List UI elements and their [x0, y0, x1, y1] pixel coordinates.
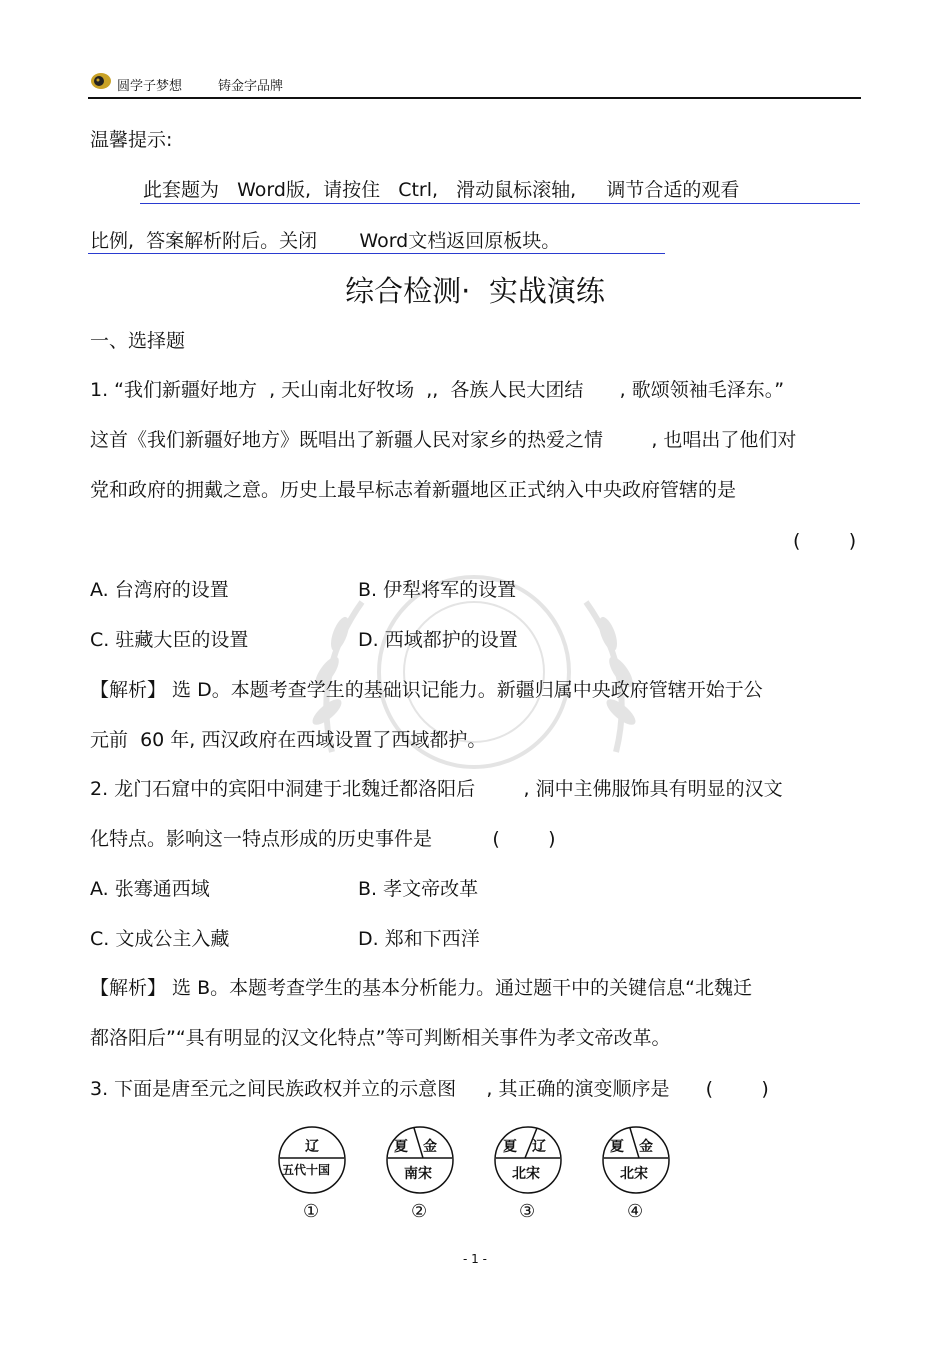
tip-line-2: 比例, 答案解析附后。关闭 Word文档返回原板块。	[90, 230, 561, 252]
diagram-3-bottom: 北宋	[512, 1166, 540, 1182]
diagram-1-number: ①	[303, 1201, 320, 1222]
question-1-line-3: 党和政府的拥戴之意。历史上最早标志着新疆地区正式纳入中央政府管辖的是	[90, 479, 737, 501]
question-1-option-d: D. 西域都护的设置	[358, 629, 518, 651]
section-heading: 一、选择题	[90, 330, 186, 352]
question-2-option-a: A. 张骞通西域	[90, 878, 210, 900]
diagram-4-number: ④	[627, 1201, 644, 1222]
question-1-option-a: A. 台湾府的设置	[90, 579, 229, 601]
question-2-option-c: C. 文成公主入藏	[90, 928, 230, 950]
diagram-1-bottom: 五代十国	[282, 1163, 331, 1177]
question-1-analysis-line-1: 【解析】 选 D。本题考查学生的基础识记能力。新疆归属中央政府管辖开始于公	[90, 679, 763, 701]
question-2-option-b: B. 孝文帝改革	[358, 878, 479, 900]
diagram-3-top-right: 辽	[532, 1139, 546, 1155]
diagram-2-number: ②	[411, 1201, 428, 1222]
header-divider	[88, 97, 861, 99]
diagram-3-top-left: 夏	[503, 1139, 517, 1155]
question-1-answer-blank: ( )	[793, 530, 857, 552]
diagram-4-top-right: 金	[639, 1139, 653, 1155]
diagram-4-bottom: 北宋	[620, 1166, 648, 1182]
question-2-analysis-line-2: 都洛阳后”“具有明显的汉文化特点”等可判断相关事件为孝文帝改革。	[90, 1027, 671, 1049]
header-brand: 铸金字品牌	[218, 79, 284, 94]
question-2-analysis-line-1: 【解析】 选 B。本题考查学生的基本分析能力。通过题干中的关键信息“北魏迁	[90, 977, 752, 999]
question-1-line-2: 这首《我们新疆好地方》既唱出了新疆人民对家乡的热爱之情 , 也唱出了他们对	[90, 429, 797, 451]
question-1-line-1: 1. “我们新疆好地方 , 天山南北好牧场 ,, 各族人民大团结 , 歌颂领袖毛泽东。”	[90, 379, 785, 401]
page-number: - 1 -	[463, 1252, 487, 1266]
question-1-analysis-line-2: 元前 60 年, 西汉政府在西域设置了西域都护。	[90, 729, 487, 751]
header-slogan: 圆学子梦想	[117, 79, 183, 94]
brand-logo-icon	[90, 72, 112, 90]
question-2-line-2: 化特点。影响这一特点形成的历史事件是 ( )	[90, 828, 556, 850]
diagram-4-top-left: 夏	[610, 1139, 624, 1155]
tip-underline-2	[88, 253, 665, 254]
diagram-1-top-left: 辽	[305, 1139, 319, 1155]
question-3-line-1: 3. 下面是唐至元之间民族政权并立的示意图 , 其正确的演变顺序是 ( )	[90, 1078, 769, 1100]
diagram-2-top-left: 夏	[394, 1139, 408, 1155]
tip-title: 温馨提示:	[90, 129, 173, 151]
question-2-option-d: D. 郑和下西洋	[358, 928, 480, 950]
question-1-option-b: B. 伊犁将军的设置	[358, 579, 517, 601]
diagram-2-top-right: 金	[423, 1139, 437, 1155]
page-title: 综合检测· 实战演练	[345, 274, 605, 308]
tip-line-1: 此套题为 Word版, 请按住 Ctrl, 滑动鼠标滚轴, 调节合适的观看	[143, 179, 740, 201]
tip-underline-1	[140, 203, 860, 204]
question-2-line-1: 2. 龙门石窟中的宾阳中洞建于北魏迁都洛阳后 , 洞中主佛服饰具有明显的汉文	[90, 778, 783, 800]
diagram-3-number: ③	[519, 1201, 536, 1222]
diagram-2-bottom: 南宋	[404, 1166, 432, 1182]
question-1-option-c: C. 驻藏大臣的设置	[90, 629, 249, 651]
